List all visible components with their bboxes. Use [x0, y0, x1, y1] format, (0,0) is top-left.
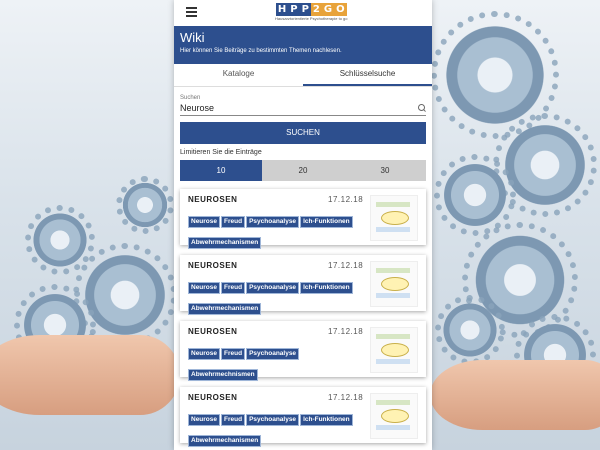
tag-list	[188, 408, 368, 450]
result-card[interactable]	[180, 189, 426, 245]
card-date: 17.12.18	[328, 195, 364, 204]
tag-chip[interactable]: Abwehrmechanismen	[188, 237, 261, 249]
page-title: Wiki	[180, 30, 205, 45]
limit-label: Limitieren Sie die Einträge	[180, 149, 262, 156]
card-date: 17.12.18	[328, 393, 364, 402]
logo-letter: P	[301, 4, 309, 15]
tag-chip[interactable]: Neurose	[188, 216, 220, 228]
page-subtitle: Hier können Sie Beiträge zu bestimmten Themen nachlesen.	[180, 48, 342, 54]
tag-chip[interactable]: Psychoanalyse	[246, 216, 299, 228]
card-thumbnail	[370, 327, 418, 373]
gear-decoration	[440, 160, 510, 230]
tag-list	[188, 342, 368, 384]
tag-chip[interactable]: Ich-Funktionen	[300, 216, 353, 228]
card-thumbnail	[370, 195, 418, 241]
search-row	[180, 101, 426, 116]
tag-list	[188, 210, 368, 252]
tab-bar	[174, 64, 432, 87]
result-card[interactable]	[180, 321, 426, 377]
search-icon[interactable]	[418, 104, 426, 112]
logo-letter: G	[323, 4, 333, 15]
logo-letter: H	[277, 4, 287, 15]
card-title: NEUROSEN	[188, 327, 238, 336]
limit-option-30[interactable]: 30	[344, 160, 426, 181]
gear-decoration	[30, 210, 90, 270]
card-title: NEUROSEN	[188, 195, 238, 204]
card-title: NEUROSEN	[188, 261, 238, 270]
logo-letter: P	[290, 4, 298, 15]
tab-schluesselsuche[interactable]: Schlüsselsuche	[303, 64, 432, 86]
tag-chip[interactable]: Ich-Funktionen	[300, 282, 353, 294]
tag-chip[interactable]: Psychoanalyse	[246, 348, 299, 360]
tag-chip[interactable]: Psychoanalyse	[246, 414, 299, 426]
search-button[interactable]: SUCHEN	[180, 122, 426, 144]
tag-chip[interactable]: Neurose	[188, 348, 220, 360]
gear-decoration	[440, 300, 500, 360]
top-bar	[174, 0, 432, 26]
logo-letter: O	[336, 4, 345, 15]
card-title: NEUROSEN	[188, 393, 238, 402]
tag-chip[interactable]: Abwehrmechanismen	[188, 435, 261, 447]
tag-chip[interactable]: Freud	[221, 348, 245, 360]
tag-chip[interactable]: Abwehrmechnismen	[188, 369, 258, 381]
gear-decoration	[120, 180, 170, 230]
search-input[interactable]	[180, 103, 418, 113]
tab-kataloge[interactable]: Kataloge	[222, 69, 255, 78]
logo-letter: 2	[312, 4, 320, 15]
limit-selector	[180, 160, 426, 181]
app-logo	[275, 3, 347, 22]
card-thumbnail	[370, 261, 418, 307]
page-header	[174, 26, 432, 64]
tag-chip[interactable]: Freud	[221, 282, 245, 294]
result-card[interactable]	[180, 255, 426, 311]
tag-chip[interactable]: Ich-Funktionen	[300, 414, 353, 426]
limit-option-20[interactable]: 20	[262, 160, 344, 181]
right-hand-image	[430, 360, 600, 430]
logo-subtitle: Hausarztorientierte Psychotherapie to go	[275, 16, 348, 21]
left-hand-image	[0, 335, 180, 415]
tag-chip[interactable]: Freud	[221, 414, 245, 426]
card-date: 17.12.18	[328, 327, 364, 336]
card-thumbnail	[370, 393, 418, 439]
result-list	[174, 181, 432, 443]
card-date: 17.12.18	[328, 261, 364, 270]
tag-chip[interactable]: Freud	[221, 216, 245, 228]
limit-option-10[interactable]: 10	[180, 160, 262, 181]
app-panel	[174, 0, 432, 450]
tag-chip[interactable]: Psychoanalyse	[246, 282, 299, 294]
tag-chip[interactable]: Abwehrmechanismen	[188, 303, 261, 315]
result-card[interactable]	[180, 387, 426, 443]
search-label: Suchen	[180, 95, 201, 101]
tag-chip[interactable]: Neurose	[188, 414, 220, 426]
search-block	[174, 87, 432, 116]
hamburger-menu-icon[interactable]	[186, 7, 197, 17]
tag-chip[interactable]: Neurose	[188, 282, 220, 294]
tag-list	[188, 276, 368, 318]
